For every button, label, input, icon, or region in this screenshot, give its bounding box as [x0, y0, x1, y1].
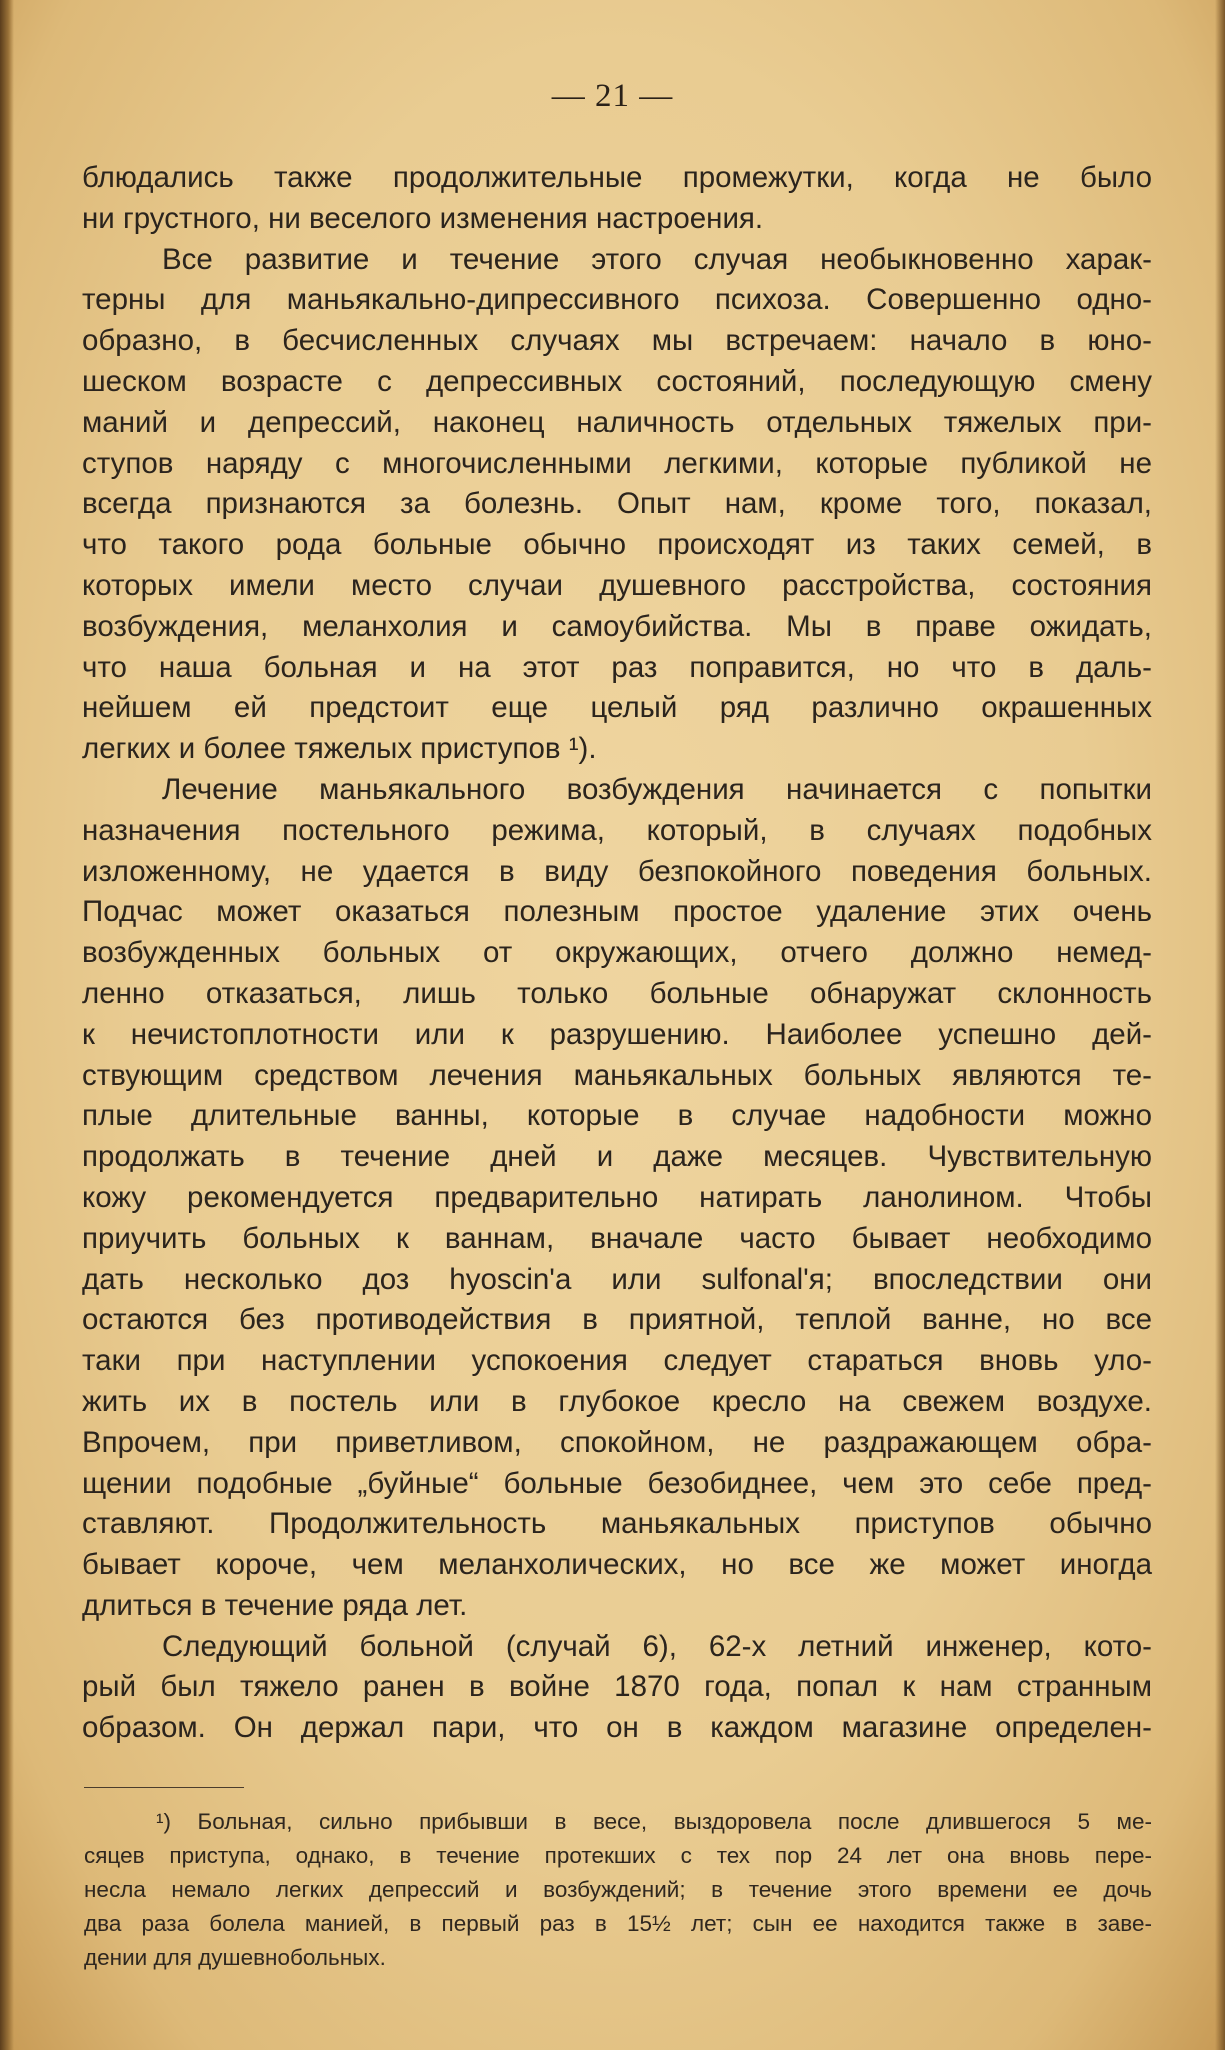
text-line: кожу рекомендуется предварительно натирать ланолином. Чтобы [82, 1180, 1152, 1214]
body-text [82, 158, 1152, 1749]
footnote-line: ¹) Больная, сильно прибывши в весе, выздоровела после длившегося 5 ме- [156, 1809, 1152, 1834]
text-line: возбуждения, меланхолия и самоубийства. Мы в праве ожидать, [82, 609, 1152, 643]
footnote-line: дении для душевнобольных. [84, 1945, 386, 1970]
page-number: — 21 — [551, 78, 674, 114]
text-line: щении подобные „буйные“ больные безобиднее, чем это себе пред- [82, 1466, 1152, 1500]
text-line: что наша больная и на этот раз поправится, но что в даль- [82, 650, 1152, 684]
text-line: блюдались также продолжительные промежутки, когда не было [82, 161, 1152, 194]
footnote-line: несла немало легких депрессий и возбуждений; в течение этого времени ее дочь [84, 1877, 1152, 1902]
text-line: назначения постельного режима, который, в случаях подобных [82, 813, 1152, 847]
text-line: плые длительные ванны, которые в случае надобности можно [82, 1099, 1152, 1133]
text-line: таки при наступлении успокоения следует стараться вновь уло- [82, 1344, 1152, 1378]
footnote [84, 1805, 1152, 1975]
footnote-line: сяцев приступа, однако, в течение протекших с тех пор 24 лет она вновь пере- [84, 1843, 1152, 1868]
text-line: ставляют. Продолжительность маньякальных приступов обычно [82, 1507, 1152, 1541]
text-line: ступов наряду с многочисленными легкими, которые публикой не [82, 446, 1152, 480]
text-line: остаются без противодействия в приятной, теплой ванне, но все [82, 1303, 1152, 1337]
text-line: Следующий больной (случай 6), 62-х летний инженер, кото- [162, 1629, 1152, 1663]
text-line: рый был тяжело ранен в войне 1870 года, попал к нам странным [82, 1670, 1152, 1704]
text-line: образно, в бесчисленных случаях мы встречаем: начало в юно- [82, 324, 1152, 358]
text-line: легких и более тяжелых приступов ¹). [82, 732, 597, 766]
text-line: что такого рода больные обычно происходят из таких семей, в [82, 528, 1152, 562]
text-line: бывает короче, чем меланхолических, но все же может иногда [82, 1548, 1152, 1582]
text-line: Впрочем, при приветливом, спокойном, не раздражающем обра- [82, 1425, 1152, 1459]
text-line: всегда признаются за болезнь. Опыт нам, кроме того, показал, [82, 487, 1152, 521]
text-line: продолжать в течение дней и даже месяцев. Чувствительную [82, 1140, 1152, 1174]
text-line: которых имели место случаи душевного расстройства, состояния [82, 568, 1152, 602]
footnote-line: два раза болела манией, в первый раз в 15½ лет; сын ее находится также в заве- [84, 1911, 1152, 1936]
text-line: Лечение маньякального возбуждения начинается с попытки [162, 772, 1152, 806]
text-line: возбужденных больных от окружающих, отчего должно немед- [82, 936, 1152, 970]
text-line: длиться в течение ряда лет. [82, 1588, 468, 1622]
footnote-divider [84, 1787, 244, 1788]
text-line: шеском возрасте с депрессивных состояний, последующую смену [82, 364, 1152, 398]
text-line: приучить больных к ваннам, вначале часто бывает необходимо [82, 1221, 1152, 1255]
text-line: образом. Он держал пари, что он в каждом магазине определен- [82, 1711, 1152, 1745]
text-line: ни грустного, ни веселого изменения настроения. [82, 201, 764, 235]
text-line: дать несколько доз hyoscin'a или sulfonal'я; впоследствии они [82, 1262, 1152, 1296]
text-line: Подчас может оказаться полезным простое удаление этих очень [82, 895, 1152, 929]
text-line: Все развитие и течение этого случая необыкновенно харак- [162, 242, 1152, 276]
text-line: к нечистоплотности или к разрушению. Наиболее успешно дей- [82, 1017, 1152, 1051]
text-line: изложенному, не удается в виду безпокойного поведения больных. [82, 854, 1152, 888]
text-line: ствующим средством лечения маньякальных больных являются те- [82, 1058, 1152, 1092]
text-line: жить их в постель или в глубокое кресло на свежем воздухе. [82, 1384, 1152, 1418]
text-line: терны для маньякально-дипрессивного психоза. Совершенно одно- [82, 283, 1152, 317]
text-line: маний и депрессий, наконец наличность отдельных тяжелых при- [82, 405, 1152, 439]
text-line: нейшем ей предстоит еще целый ряд различно окрашенных [82, 691, 1152, 725]
text-line: ленно отказаться, лишь только больные обнаружат склонность [82, 976, 1152, 1010]
